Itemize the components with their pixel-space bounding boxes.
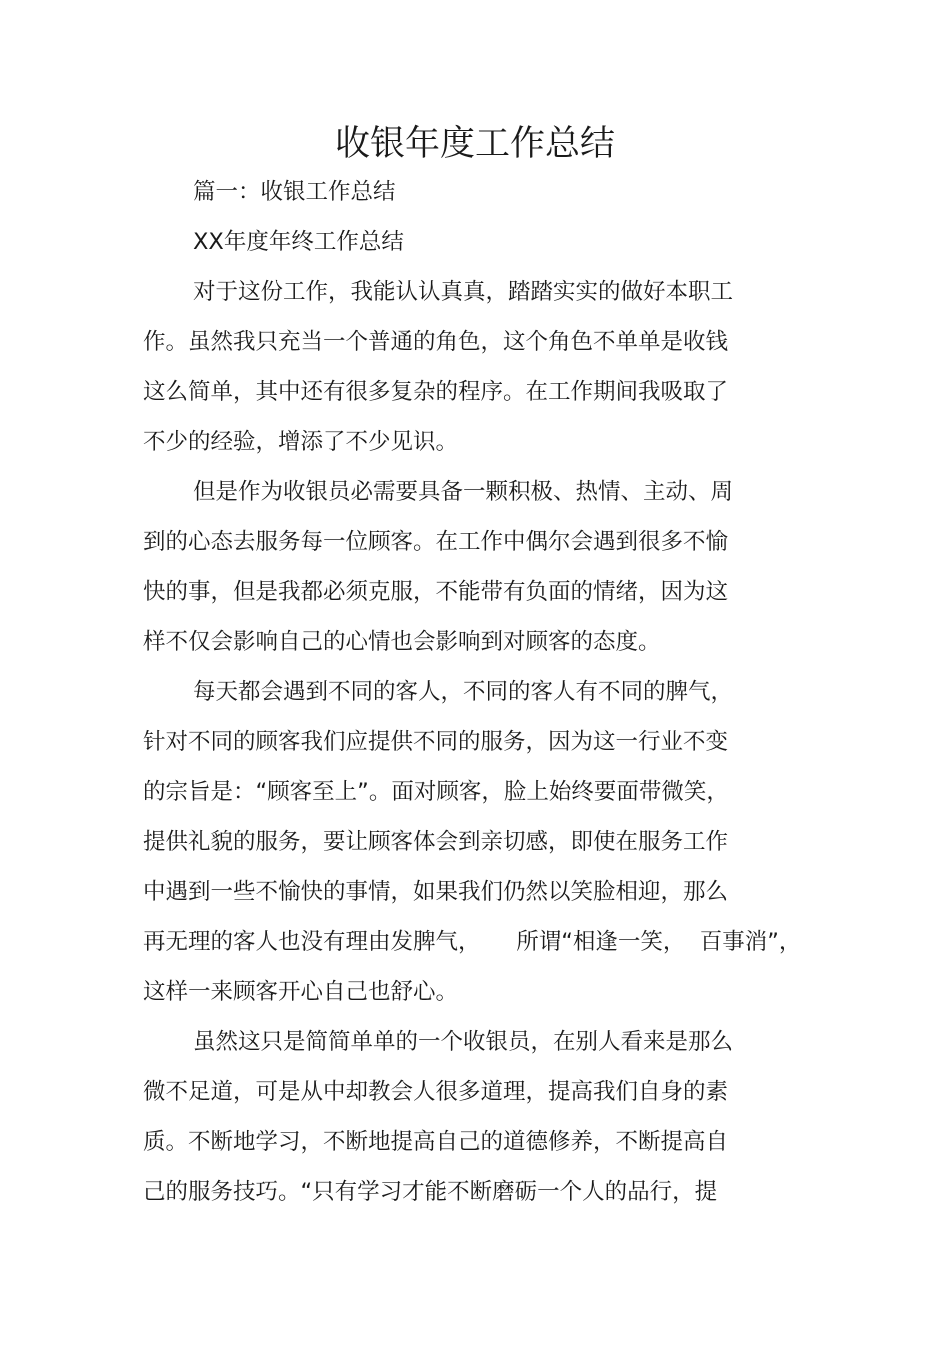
paragraph-line: 但是作为收银员必需要具备一颗积极、热情、主动、周 (193, 479, 734, 505)
paragraph-line: 虽然这只是简简单单的一个收银员，在别人看来是那么 (193, 1029, 734, 1055)
paragraph-line: 到的心态去服务每一位顾客。在工作中偶尔会遇到很多不愉 (143, 529, 729, 555)
paragraph-line: 这么简单，其中还有很多复杂的程序。在工作期间我吸取了 (143, 379, 729, 405)
section-heading: 篇一：收银工作总结 (193, 179, 396, 205)
paragraph-line: 作。虽然我只充当一个普通的角色，这个角色不单单是收钱 (143, 329, 729, 355)
paragraph-line: 这样一来顾客开心自己也舒心。 (143, 979, 459, 1005)
paragraph-line: 针对不同的顾客我们应提供不同的服务，因为这一行业不变 (143, 729, 729, 755)
paragraph-line: 己的服务技巧。“只有学习才能不断磨砺一个人的品行，提 (143, 1179, 718, 1205)
paragraph-line: 每天都会遇到不同的客人，不同的客人有不同的脾气， (193, 679, 734, 705)
paragraph-line: 样不仅会影响自己的心情也会影响到对顾客的态度。 (143, 629, 661, 655)
paragraph-line: 中遇到一些不愉快的事情，如果我们仍然以笑脸相迎，那么 (143, 879, 729, 905)
paragraph-line: 提供礼貌的服务，要让顾客体会到亲切感，即使在服务工作 (143, 829, 729, 855)
document-title: 收银年度工作总结 (334, 124, 615, 164)
paragraph-line: 不少的经验，增添了不少见识。 (143, 429, 459, 455)
paragraph-line: 再无理的客人也没有理由发脾气， 所谓“相逢一笑， 百事消”， (143, 929, 802, 955)
paragraph-line: 的宗旨是：“顾客至上”。面对顾客，脸上始终要面带微笑， (143, 779, 729, 805)
paragraph-line: 对于这份工作，我能认认真真，踏踏实实的做好本职工 (193, 279, 734, 305)
paragraph-line: 快的事，但是我都必须克服，不能带有负面的情绪，因为这 (143, 579, 729, 605)
paragraph-line: 质。不断地学习，不断地提高自己的道德修养，不断提高自 (143, 1129, 729, 1155)
subtitle: XX年度年终工作总结 (193, 229, 404, 255)
paragraph-line: 微不足道，可是从中却教会人很多道理，提高我们自身的素 (143, 1079, 729, 1105)
